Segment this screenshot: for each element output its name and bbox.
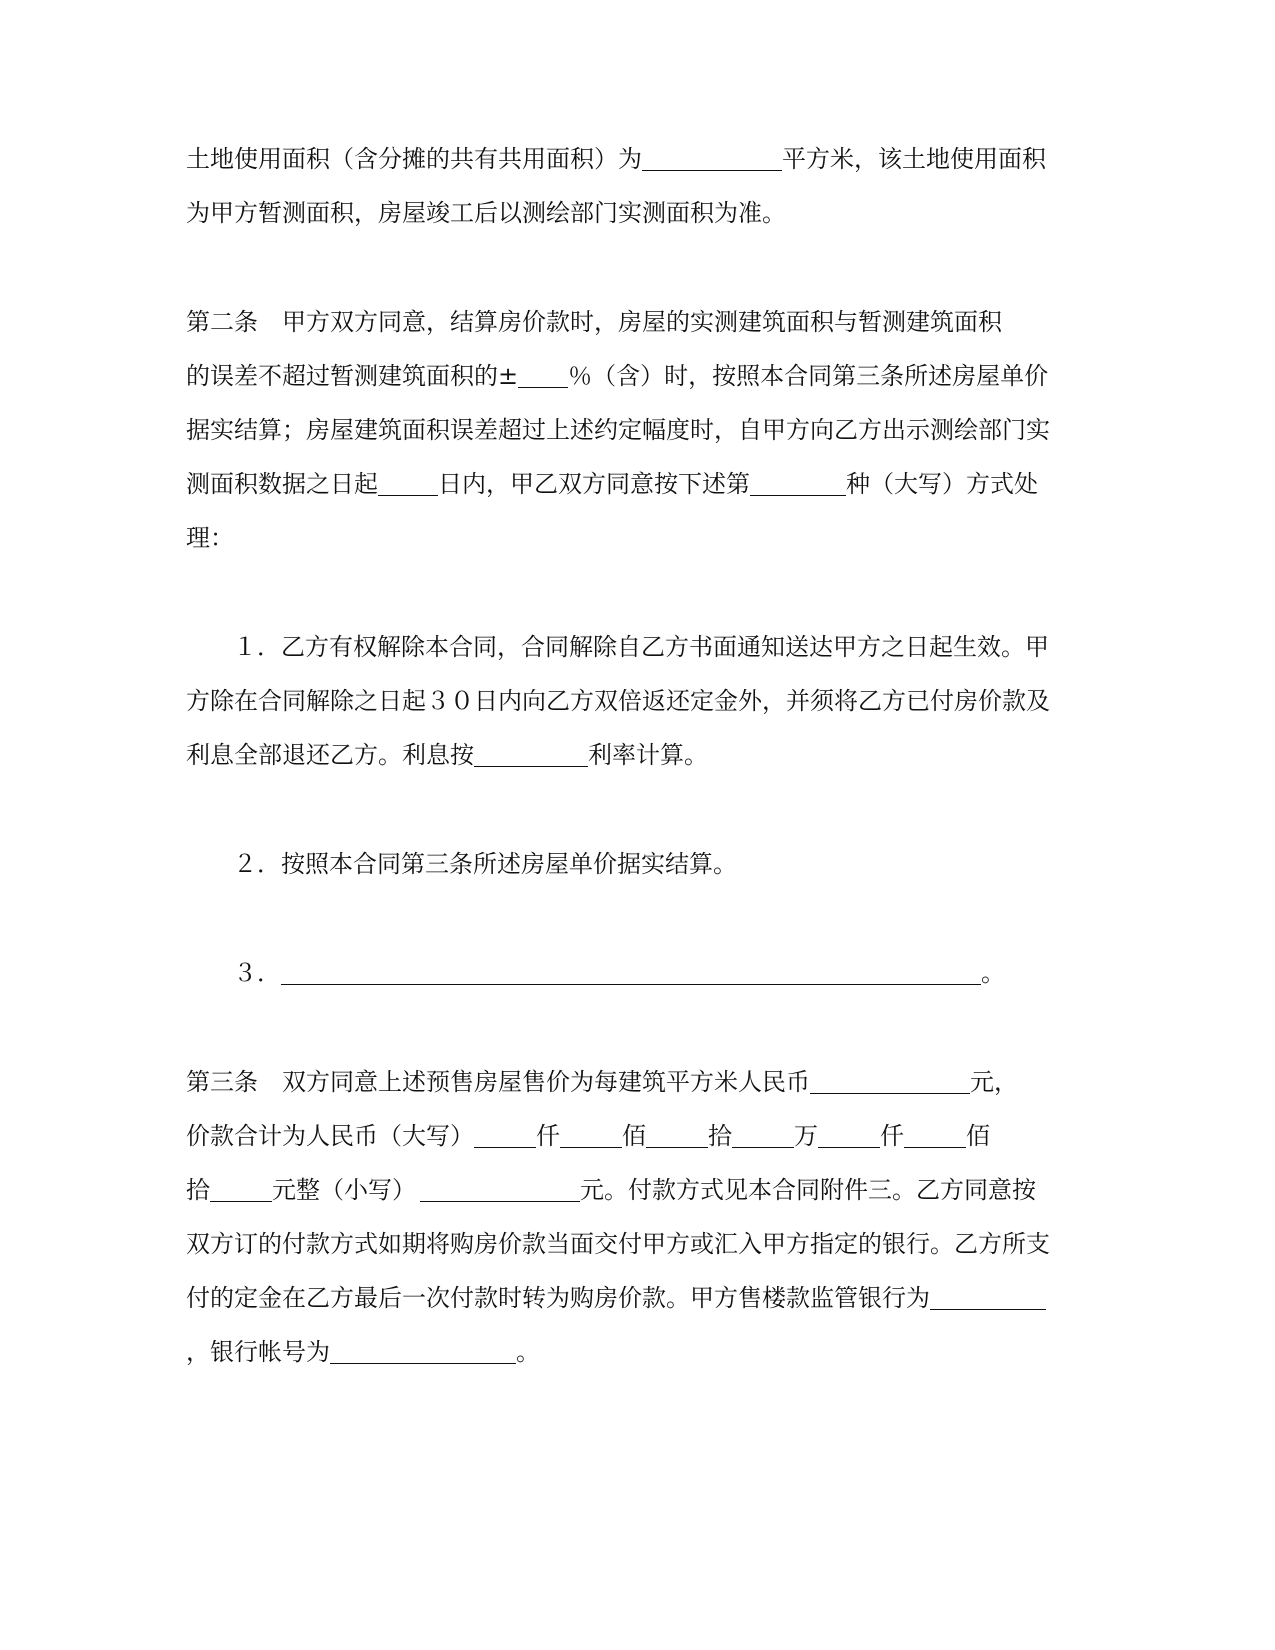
article3-line6 [186,1335,540,1369]
text: 佰 [622,1122,646,1150]
article2-line1: 第二条 甲方双方同意，结算房价款时，房屋的实测建筑面积与暂测建筑面积 [186,308,1002,336]
text: 拾 [186,1176,210,1204]
amount-blank [904,1121,966,1148]
days-blank [378,469,438,496]
article2-line2 [186,359,1048,393]
item1-line3 [186,738,708,772]
text: 。 [981,959,1005,987]
text: 万 [794,1122,818,1150]
text: 价款合计为人民币（大写） [186,1122,474,1150]
amount-blank [646,1121,708,1148]
article3-line3 [186,1173,1036,1207]
amount-blank [474,1121,536,1148]
article2-line5: 理： [186,524,234,552]
text: 日内，甲乙双方同意按下述第 [438,470,750,498]
para1-line2: 为甲方暂测面积，房屋竣工后以测绘部门实测面积为准。 [186,199,786,227]
text: ，银行帐号为 [186,1338,330,1366]
supervising-bank-blank [930,1283,1046,1310]
item3-line1 [233,956,1005,990]
land-area-blank [642,144,782,171]
article3-line2 [186,1119,990,1153]
text: 第三条 双方同意上述预售房屋售价为每建筑平方米人民币 [186,1068,810,1096]
para1-line1 [186,142,1046,176]
other-method-blank [281,958,981,985]
text: ３． [233,959,281,987]
item2-line1: ２．按照本合同第三条所述房屋单价据实结算。 [233,850,737,878]
article2-line3: 据实结算；房屋建筑面积误差超过上述约定幅度时，自甲方向乙方出示测绘部门实 [186,416,1050,444]
text: 元整（小写） [272,1176,416,1204]
text: 土地使用面积（含分摊的共有共用面积）为 [186,145,642,173]
text: 拾 [708,1122,732,1150]
item1-line2: 方除在合同解除之日起３０日内向乙方双倍返还定金外，并须将乙方已付房价款及 [186,687,1050,715]
amount-blank [210,1175,272,1202]
amount-blank [560,1121,622,1148]
text: 元， [970,1068,1018,1096]
item1-line1: １．乙方有权解除本合同，合同解除自乙方书面通知送达甲方之日起生效。甲 [233,633,1049,661]
method-number-blank [750,469,846,496]
text: 元。付款方式见本合同附件三。乙方同意按 [580,1176,1036,1204]
amount-blank [732,1121,794,1148]
amount-blank [818,1121,880,1148]
interest-rate-blank [474,740,588,767]
text: 的误差不超过暂测建筑面积的± [186,362,519,390]
article3-line5 [186,1281,1046,1315]
error-percent-blank [518,361,568,388]
unit-price-blank [810,1067,970,1094]
article3-line1 [186,1065,1018,1099]
bank-account-blank [330,1337,516,1364]
text: 利率计算。 [588,741,708,769]
text: ％（含）时，按照本合同第三条所述房屋单价 [568,362,1049,390]
amount-numeric-blank [420,1175,580,1202]
text: 。 [516,1338,540,1366]
text: 种（大写）方式处 [846,470,1038,498]
text: 平方米，该土地使用面积 [782,145,1046,173]
text: 测面积数据之日起 [186,470,378,498]
text: 仟 [536,1122,560,1150]
article3-line4: 双方订的付款方式如期将购房价款当面交付甲方或汇入甲方指定的银行。乙方所支 [186,1230,1050,1258]
text: 利息全部退还乙方。利息按 [186,741,474,769]
text: 付的定金在乙方最后一次付款时转为购房价款。甲方售楼款监管银行为 [186,1284,930,1312]
article2-line4 [186,467,1038,501]
text: 佰 [966,1122,990,1150]
text: 仟 [880,1122,904,1150]
